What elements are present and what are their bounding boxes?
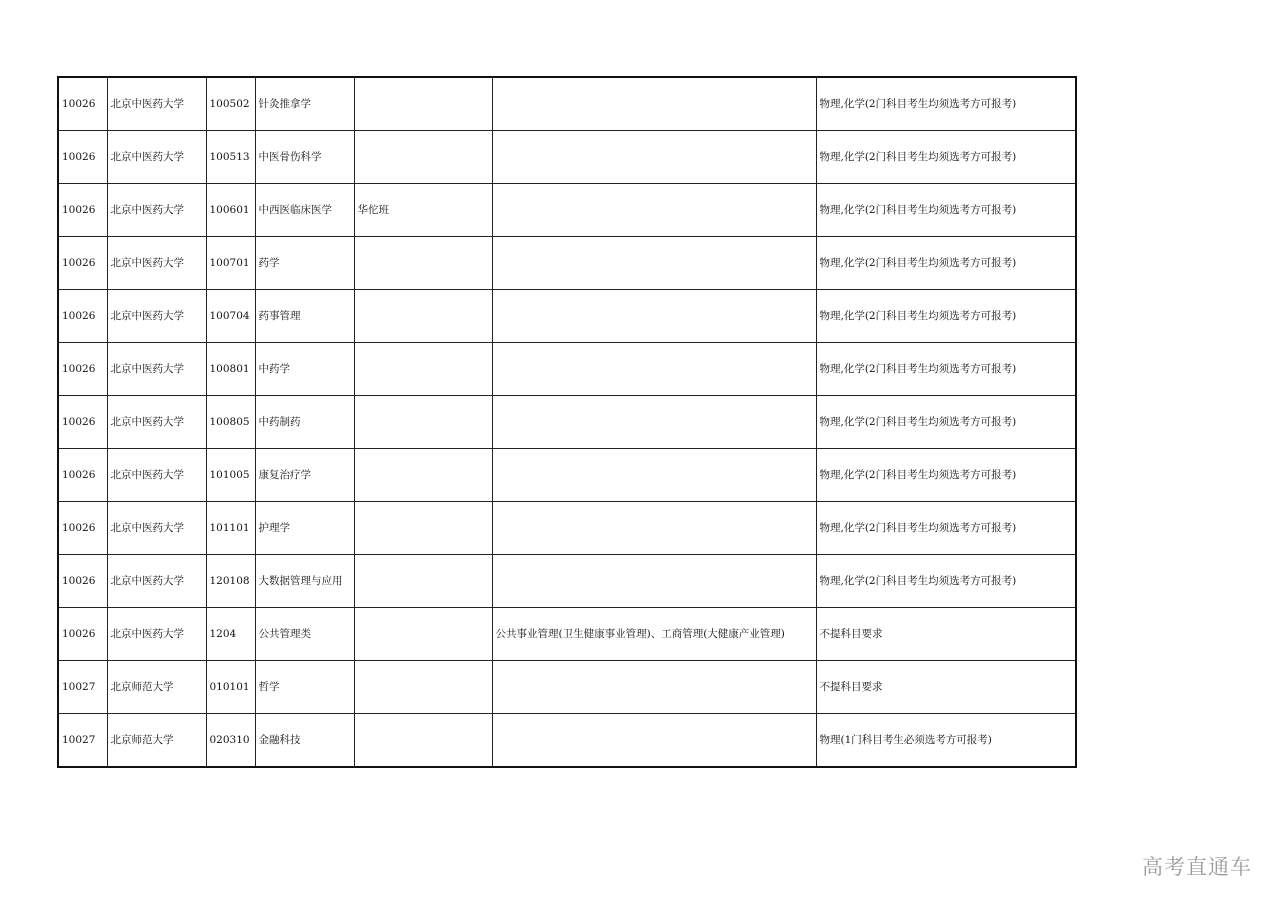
table-body xyxy=(58,77,1076,767)
subject-requirement-cell: 物理(1门科目考生必须选考方可报考) xyxy=(816,714,1076,768)
note-cell xyxy=(354,714,492,768)
table-row xyxy=(58,343,1076,396)
school-code-cell: 10026 xyxy=(58,184,107,237)
major-name-cell: 哲学 xyxy=(255,661,354,714)
note-cell xyxy=(354,449,492,502)
school-code-cell: 10026 xyxy=(58,343,107,396)
school-code-cell: 10026 xyxy=(58,502,107,555)
major-name-cell: 康复治疗学 xyxy=(255,449,354,502)
note-cell: 华佗班 xyxy=(354,184,492,237)
school-name-cell: 北京中医药大学 xyxy=(107,449,206,502)
major-code-cell: 020310 xyxy=(206,714,255,768)
table-row xyxy=(58,449,1076,502)
major-name-cell: 药学 xyxy=(255,237,354,290)
note-cell xyxy=(354,237,492,290)
note-cell xyxy=(354,608,492,661)
included-majors-cell xyxy=(492,131,816,184)
school-code-cell: 10026 xyxy=(58,237,107,290)
major-name-cell: 中药学 xyxy=(255,343,354,396)
major-requirements-table xyxy=(57,76,1077,768)
major-name-cell: 药事管理 xyxy=(255,290,354,343)
included-majors-cell xyxy=(492,502,816,555)
major-code-cell: 100502 xyxy=(206,77,255,131)
school-name-cell: 北京中医药大学 xyxy=(107,237,206,290)
subject-requirement-cell: 物理,化学(2门科目考生均须选考方可报考) xyxy=(816,502,1076,555)
note-cell xyxy=(354,290,492,343)
school-code-cell: 10026 xyxy=(58,131,107,184)
subject-requirement-cell: 不提科目要求 xyxy=(816,608,1076,661)
major-code-cell: 1204 xyxy=(206,608,255,661)
note-cell xyxy=(354,131,492,184)
school-code-cell: 10026 xyxy=(58,608,107,661)
major-name-cell: 针灸推拿学 xyxy=(255,77,354,131)
table-row xyxy=(58,237,1076,290)
note-cell xyxy=(354,343,492,396)
included-majors-cell xyxy=(492,184,816,237)
major-name-cell: 中西医临床医学 xyxy=(255,184,354,237)
subject-requirement-cell: 不提科目要求 xyxy=(816,661,1076,714)
subject-requirement-cell: 物理,化学(2门科目考生均须选考方可报考) xyxy=(816,290,1076,343)
included-majors-cell xyxy=(492,237,816,290)
major-name-cell: 护理学 xyxy=(255,502,354,555)
school-name-cell: 北京中医药大学 xyxy=(107,131,206,184)
table-row xyxy=(58,714,1076,768)
school-name-cell: 北京中医药大学 xyxy=(107,608,206,661)
subject-requirement-cell: 物理,化学(2门科目考生均须选考方可报考) xyxy=(816,343,1076,396)
major-code-cell: 120108 xyxy=(206,555,255,608)
subject-requirement-cell: 物理,化学(2门科目考生均须选考方可报考) xyxy=(816,184,1076,237)
major-code-cell: 101101 xyxy=(206,502,255,555)
included-majors-cell xyxy=(492,396,816,449)
school-code-cell: 10026 xyxy=(58,449,107,502)
school-name-cell: 北京中医药大学 xyxy=(107,290,206,343)
subject-requirement-cell: 物理,化学(2门科目考生均须选考方可报考) xyxy=(816,237,1076,290)
table-row xyxy=(58,184,1076,237)
included-majors-cell xyxy=(492,343,816,396)
school-name-cell: 北京中医药大学 xyxy=(107,343,206,396)
included-majors-cell xyxy=(492,290,816,343)
table-row xyxy=(58,290,1076,343)
included-majors-cell xyxy=(492,714,816,768)
school-code-cell: 10026 xyxy=(58,290,107,343)
school-name-cell: 北京中医药大学 xyxy=(107,502,206,555)
subject-requirement-cell: 物理,化学(2门科目考生均须选考方可报考) xyxy=(816,555,1076,608)
school-code-cell: 10027 xyxy=(58,661,107,714)
table-row xyxy=(58,608,1076,661)
major-name-cell: 公共管理类 xyxy=(255,608,354,661)
subject-requirement-cell: 物理,化学(2门科目考生均须选考方可报考) xyxy=(816,77,1076,131)
included-majors-cell xyxy=(492,661,816,714)
subject-requirement-cell: 物理,化学(2门科目考生均须选考方可报考) xyxy=(816,131,1076,184)
major-code-cell: 010101 xyxy=(206,661,255,714)
school-name-cell: 北京中医药大学 xyxy=(107,555,206,608)
watermark-text: 高考直通车 xyxy=(1142,855,1252,879)
major-name-cell: 中医骨伤科学 xyxy=(255,131,354,184)
major-name-cell: 中药制药 xyxy=(255,396,354,449)
included-majors-cell: 公共事业管理(卫生健康事业管理)、工商管理(大健康产业管理) xyxy=(492,608,816,661)
subject-requirement-cell: 物理,化学(2门科目考生均须选考方可报考) xyxy=(816,449,1076,502)
table-row xyxy=(58,77,1076,131)
note-cell xyxy=(354,555,492,608)
note-cell xyxy=(354,396,492,449)
school-name-cell: 北京师范大学 xyxy=(107,661,206,714)
school-name-cell: 北京中医药大学 xyxy=(107,396,206,449)
major-code-cell: 100513 xyxy=(206,131,255,184)
school-code-cell: 10026 xyxy=(58,555,107,608)
included-majors-cell xyxy=(492,449,816,502)
table-row xyxy=(58,502,1076,555)
table-row xyxy=(58,555,1076,608)
note-cell xyxy=(354,77,492,131)
school-code-cell: 10027 xyxy=(58,714,107,768)
school-code-cell: 10026 xyxy=(58,77,107,131)
major-name-cell: 大数据管理与应用 xyxy=(255,555,354,608)
subject-requirement-cell: 物理,化学(2门科目考生均须选考方可报考) xyxy=(816,396,1076,449)
major-code-cell: 100601 xyxy=(206,184,255,237)
table-row xyxy=(58,131,1076,184)
major-code-cell: 100704 xyxy=(206,290,255,343)
major-name-cell: 金融科技 xyxy=(255,714,354,768)
major-code-cell: 101005 xyxy=(206,449,255,502)
school-name-cell: 北京中医药大学 xyxy=(107,184,206,237)
included-majors-cell xyxy=(492,555,816,608)
major-code-cell: 100805 xyxy=(206,396,255,449)
school-name-cell: 北京中医药大学 xyxy=(107,77,206,131)
major-code-cell: 100801 xyxy=(206,343,255,396)
included-majors-cell xyxy=(492,77,816,131)
table-row xyxy=(58,396,1076,449)
school-code-cell: 10026 xyxy=(58,396,107,449)
note-cell xyxy=(354,502,492,555)
table-row xyxy=(58,661,1076,714)
note-cell xyxy=(354,661,492,714)
major-code-cell: 100701 xyxy=(206,237,255,290)
school-name-cell: 北京师范大学 xyxy=(107,714,206,768)
